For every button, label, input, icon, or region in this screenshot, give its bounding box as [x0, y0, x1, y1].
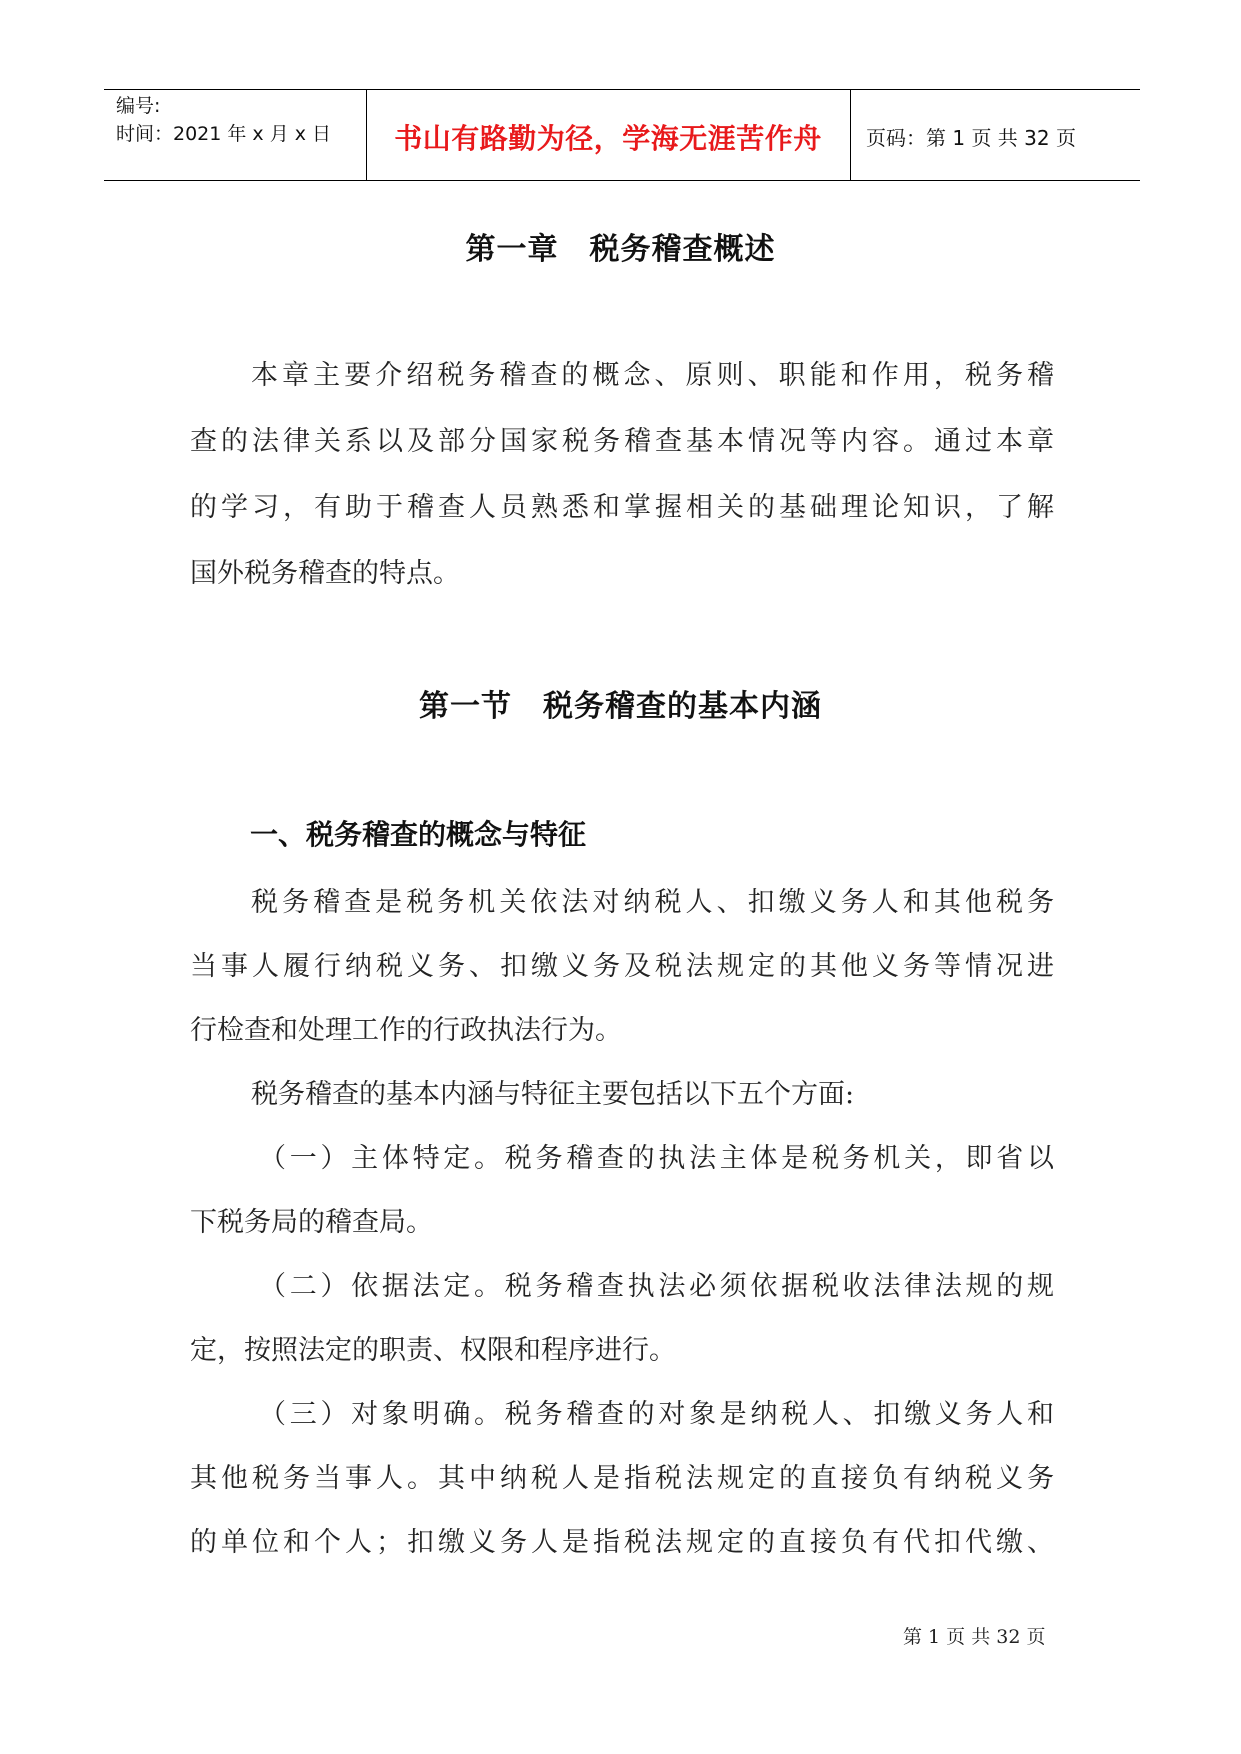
footer-page-number: 第 1 页 共 32 页: [903, 1626, 1046, 1648]
p5-line-1: （三）对象明确。税务稽查的对象是纳税人、扣缴义务人和: [259, 1399, 1054, 1430]
header-time-label: 时间：2021 年 x 月 x 日: [116, 123, 332, 145]
p1-line-1: 税务稽查是税务机关依法对纳税人、扣缴义务人和其他税务: [251, 887, 1054, 918]
document-header: [104, 89, 1140, 181]
p5-line-2: 其他税务当事人。其中纳税人是指税法规定的直接负有纳税义务: [190, 1463, 1054, 1494]
chapter-title: 第一章 税务稽查概述: [465, 232, 776, 267]
p4-line-1: （二）依据法定。税务稽查执法必须依据税收法律法规的规: [259, 1271, 1054, 1302]
intro-line-2: 查的法律关系以及部分国家税务稽查基本情况等内容。通过本章: [190, 426, 1054, 457]
header-divider-right: [850, 90, 851, 180]
header-motto: 书山有路勤为径，学海无涯苦作舟: [394, 122, 822, 155]
p1-line-2: 当事人履行纳税义务、扣缴义务及税法规定的其他义务等情况进: [190, 951, 1054, 982]
section-title: 第一节 税务稽查的基本内涵: [419, 689, 822, 724]
header-meta: [116, 92, 331, 148]
p5-line-3: 的单位和个人；扣缴义务人是指税法规定的直接负有代扣代缴、: [190, 1527, 1054, 1558]
subsection-title: 一、税务稽查的概念与特征: [250, 818, 587, 851]
header-page-label: 页码：第 1 页 共 32 页: [866, 126, 1076, 150]
header-number-label: 编号:: [116, 95, 161, 117]
p4-line-2: 定，按照法定的职责、权限和程序进行。: [190, 1335, 676, 1366]
intro-line-3: 的学习，有助于稽查人员熟悉和掌握相关的基础理论知识，了解: [190, 492, 1054, 523]
intro-line-4: 国外税务稽查的特点。: [190, 558, 460, 589]
p3-line-2: 下税务局的稽查局。: [190, 1207, 433, 1238]
p3-line-1: （一）主体特定。税务稽查的执法主体是税务机关，即省以: [259, 1143, 1054, 1174]
p2-line-1: 税务稽查的基本内涵与特征主要包括以下五个方面:: [251, 1079, 855, 1110]
p1-line-3: 行检查和处理工作的行政执法行为。: [190, 1015, 622, 1046]
intro-line-1: 本章主要介绍税务稽查的概念、原则、职能和作用，税务稽: [251, 360, 1054, 391]
